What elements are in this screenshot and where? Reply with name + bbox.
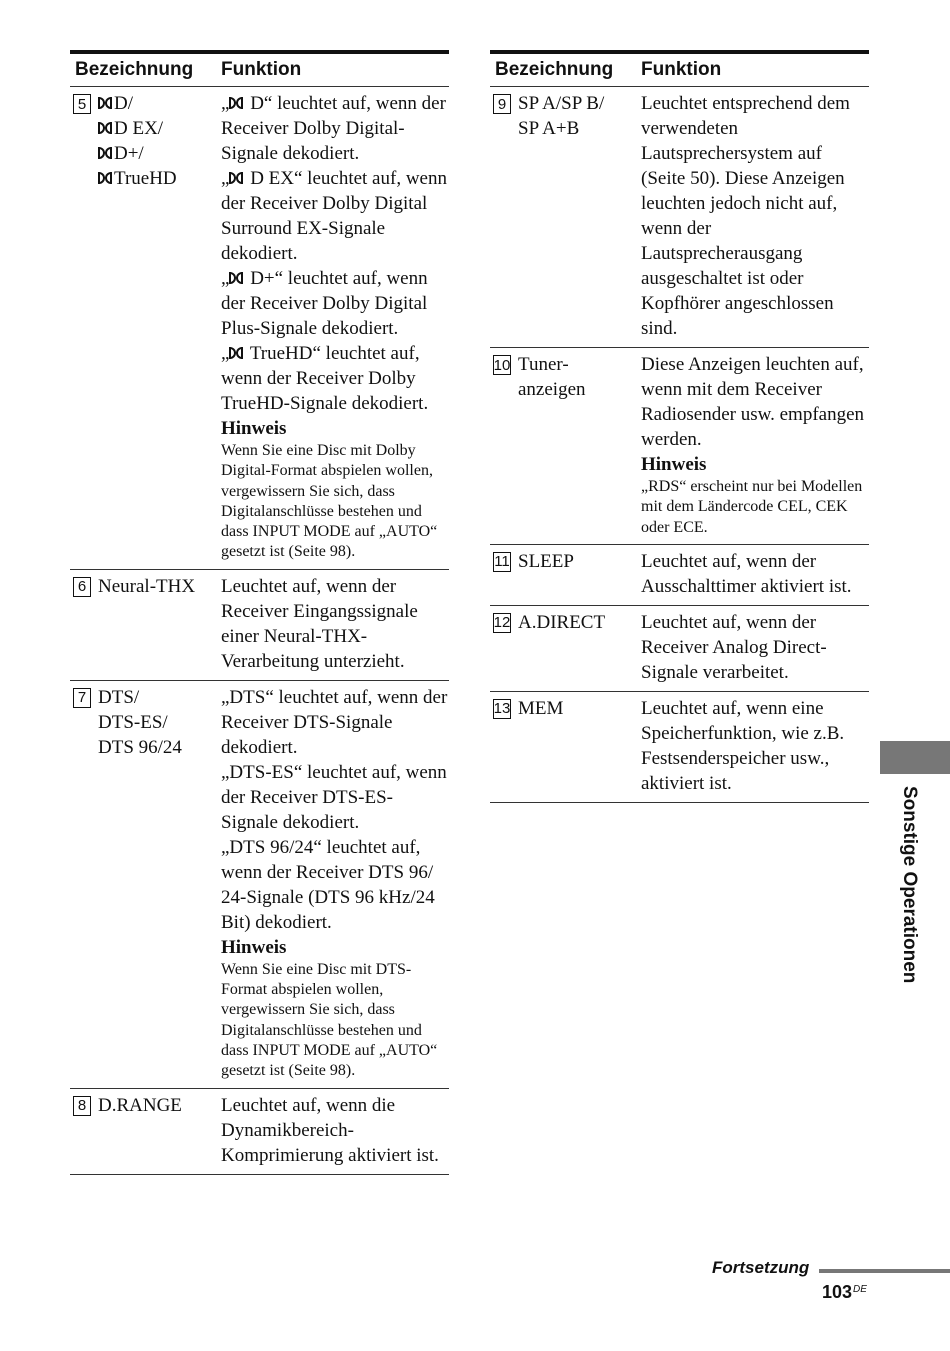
item-label: SLEEP	[518, 550, 574, 572]
dolby-double-d-icon	[98, 97, 112, 109]
item-number: 13	[493, 700, 511, 718]
header-function: Funktion	[221, 59, 302, 80]
table-header	[70, 50, 449, 87]
item-number: 5	[73, 94, 91, 114]
table-row	[490, 87, 869, 348]
item-number: 7	[73, 688, 91, 708]
dolby-double-d-icon	[98, 172, 112, 184]
item-description: Leuchtet entsprechend dem verwendeten Lautsprechersystem auf (Seite 50). Diese Anzeigen leuchten jedoch nicht auf, wenn der Lautsprecherausgang ausgeschaltet ist oder Kopfhörer angeschlossen sind.	[641, 93, 850, 339]
item-number: 9	[493, 94, 511, 114]
header-designation: Bezeichnung	[495, 59, 614, 80]
item-number: 8	[73, 1096, 91, 1116]
item-number: 11	[494, 553, 510, 571]
table-right	[490, 50, 869, 803]
header-designation: Bezeichnung	[75, 59, 194, 80]
dolby-double-d-icon	[229, 347, 243, 359]
table-row	[490, 348, 869, 545]
item-description: Leuchtet auf, wenn der Ausschalttimer aktiviert ist.	[641, 550, 852, 597]
dolby-double-d-icon	[98, 147, 112, 159]
item-label: D/ D EX/ D+/ TrueHD	[98, 91, 177, 563]
item-label: A.DIRECT	[518, 611, 606, 633]
item-description: „ D“ leuchtet auf, wenn der Receiver Dolby Digital-Signale dekodiert. „ D EX“ leuchtet auf, wenn der Receiver Dolby Digital Surround EX-Signale dekodiert. „ D+“ leuchtet auf, wenn der Receiver Dolby Digital Plus-Signale dekodiert. „ TrueHD“ leuchtet auf, wenn der Receiver Dolby TrueHD-Signale dekodiert. Hinweis Wenn Sie eine Disc mit Dolby Digital-Format abspielen wollen, vergewissern Sie sich, dass Digitalanschlüsse bestehen und dass INPUT MODE auf „AUTO“ gesetzt ist (Seite 98).	[221, 91, 449, 563]
header-function: Funktion	[641, 59, 722, 80]
table-row	[70, 87, 449, 570]
hint-title: Hinweis	[641, 454, 707, 475]
table-left	[70, 50, 449, 1175]
item-number: 10	[493, 356, 511, 374]
page-suffix: DE	[853, 1284, 867, 1295]
item-label: Neural-THX	[98, 575, 196, 597]
item-description: Leuchtet auf, wenn der Receiver Analog Direct-Signale verarbeitet.	[641, 611, 827, 683]
item-label: Tuner- anzeigen	[518, 354, 586, 400]
item-description: „DTS“ leuchtet auf, wenn der Receiver DTS-Signale dekodiert. „DTS-ES“ leuchtet auf, wenn der Receiver DTS-ES-Signale dekodiert. „DTS 96/24“ leuchtet auf, wenn der Receiver DTS 96/ 24-Signale (DTS 96 kHz/24 Bit) dekodiert. Hinweis Wenn Sie eine Disc mit DTS-Format abspielen wollen, vergewissern Sie sich, dass Digitalanschlüsse bestehen und dass INPUT MODE auf „AUTO“ gesetzt ist (Seite 98).	[221, 685, 449, 1082]
dolby-double-d-icon	[229, 272, 243, 284]
item-description: Leuchtet auf, wenn die Dynamikbereich-Komprimierung aktiviert ist.	[221, 1094, 439, 1166]
hint-text: Wenn Sie eine Disc mit Dolby Digital-Format abspielen wollen, vergewissern Sie sich, dass Digitalanschlüsse bestehen und dass INPUT MODE auf „AUTO“ gesetzt ist (Seite 98).	[221, 442, 438, 561]
hint-text: „RDS“ erscheint nur bei Modellen mit dem Ländercode CEL, CEK oder ECE.	[641, 478, 863, 536]
page-number: 103DE	[822, 1282, 867, 1302]
table-row	[490, 606, 869, 692]
table-row	[70, 681, 449, 1089]
section-side-label: Sonstige Operationen	[899, 786, 920, 984]
item-description: Diese Anzeigen leuchten auf, wenn mit dem Receiver Radiosender usw. empfangen werden. Hinweis „RDS“ erscheint nur bei Modellen mit dem Ländercode CEL, CEK oder ECE.	[641, 352, 869, 538]
table-row	[70, 570, 449, 681]
dolby-double-d-icon	[229, 172, 243, 184]
table-row	[490, 692, 869, 803]
item-label: MEM	[518, 697, 564, 719]
table-row	[70, 1089, 449, 1175]
item-description: Leuchtet auf, wenn eine Speicherfunktion, wie z.B. Festsenderspeicher usw., aktiviert ist.	[641, 697, 845, 794]
table-header	[490, 50, 869, 87]
section-tab-marker	[880, 741, 950, 774]
item-label: D.RANGE	[98, 1094, 182, 1116]
hint-title: Hinweis	[221, 936, 287, 958]
hint-text: Wenn Sie eine Disc mit DTS-Format abspielen wollen, vergewissern Sie sich, dass Digitalanschlüsse bestehen und dass INPUT MODE auf „AUTO“ gesetzt ist (Seite 98).	[221, 960, 438, 1080]
item-description: Leuchtet auf, wenn der Receiver Eingangssignale einer Neural-THX-Verarbeitung unterzieht.	[221, 575, 418, 672]
item-number: 12	[493, 614, 511, 632]
continuation-bar	[819, 1269, 950, 1273]
hint-title: Hinweis	[221, 418, 287, 439]
item-number: 6	[73, 577, 91, 597]
table-row	[490, 545, 869, 606]
dolby-double-d-icon	[98, 122, 112, 134]
item-label: DTS/ DTS-ES/ DTS 96/24	[98, 686, 182, 758]
continuation-label: Fortsetzung	[712, 1258, 810, 1277]
item-label: SP A/SP B/ SP A+B	[518, 93, 605, 139]
dolby-double-d-icon	[229, 97, 243, 109]
